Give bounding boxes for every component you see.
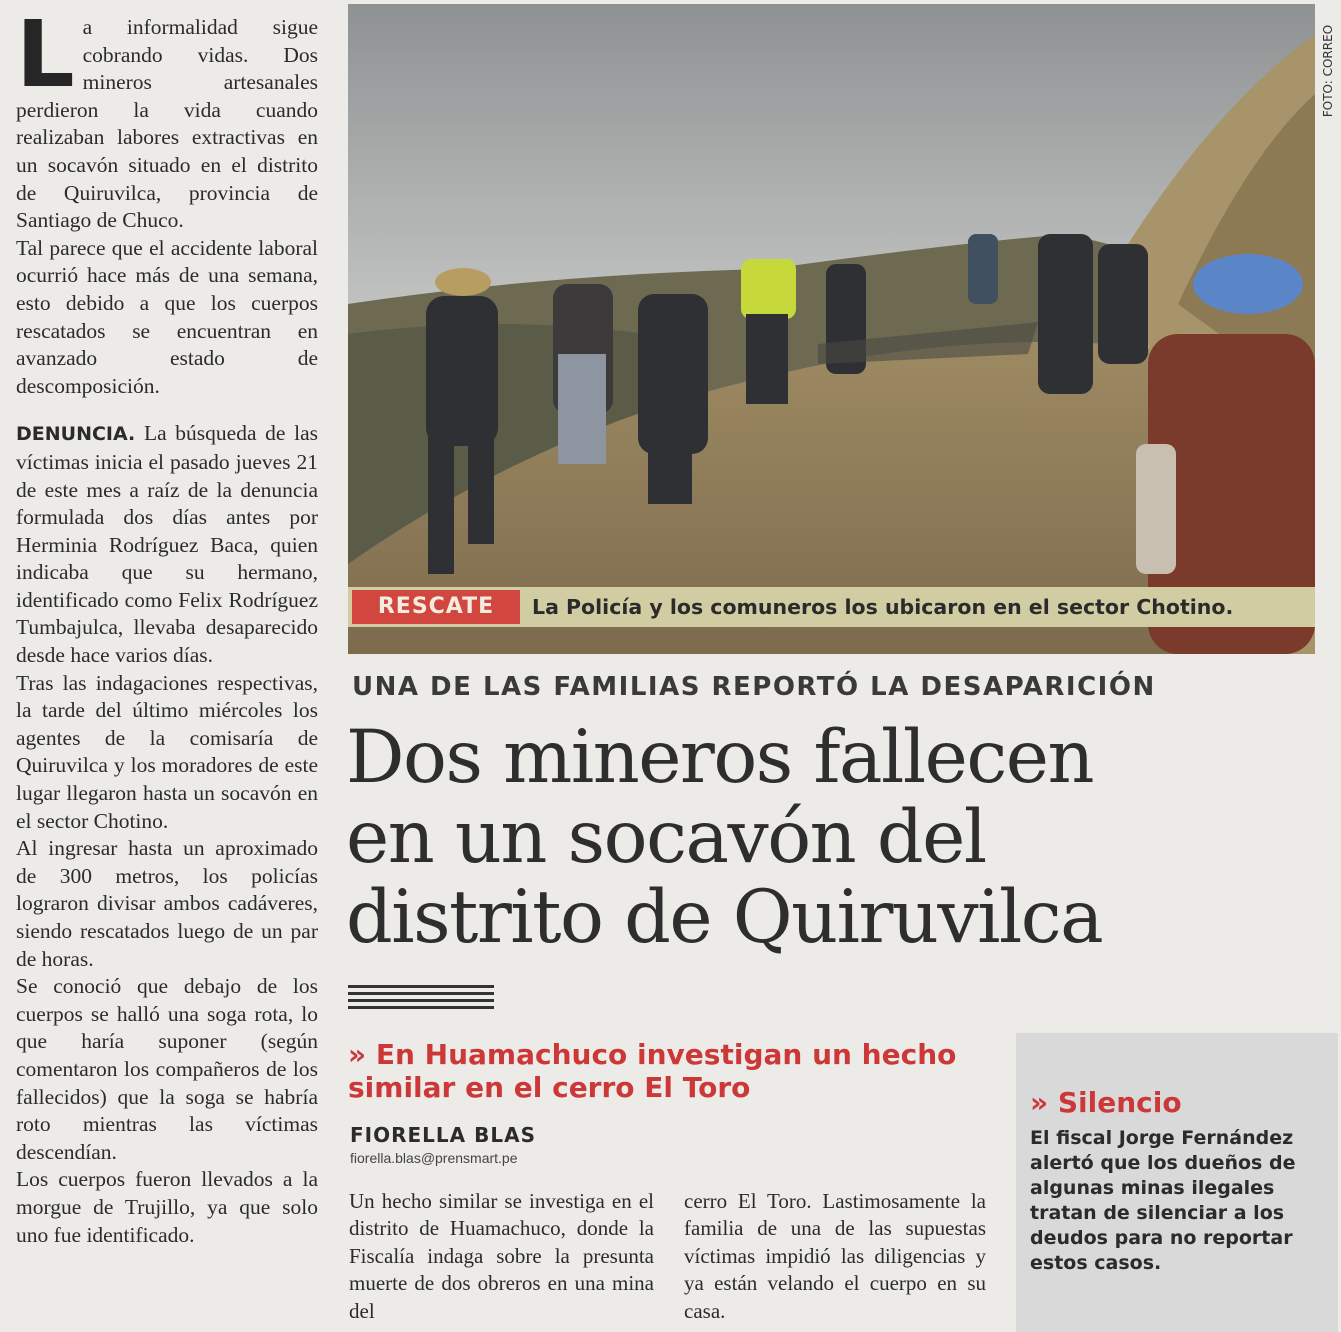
left-paragraph: a informalidad sigue cobrando vidas. Dos mineros artesanales perdieron la vida cuando realizaban labores extractivas en un socavón situado en el distrito de Quiruvilca, provincia de Santiago de Chuco. [16,15,318,233]
author-email: fiorella.blas@prensmart.pe [350,1150,518,1166]
news-photo [348,4,1315,654]
headline [346,715,1286,960]
denuncia-paragraph [16,420,318,669]
photo-credit-text: FOTO: CORREO [1321,24,1335,118]
body-column-2: Un hecho similar se investiga en el distrito de Huamachuco, donde la Fiscalía indaga sobre la presunta muerte de dos obreros en una mina del [349,1189,654,1323]
section-paragraph-text: La búsqueda de las víctimas inicia el pasado jueves 21 de este mes a raíz de la denuncia formulada dos días antes por Herminia Rodríguez Baca, quien indicaba que su hermano, identificado como Felix Rodríguez Tumbajulca, llevaba desaparecido desde hace varios días. [16,421,318,668]
author-name: FIORELLA BLAS [350,1123,536,1147]
left-paragraph: Tras las indagaciones respectivas, la tarde del último miércoles los agentes de la comisaría de Quiruvilca y los moradores de este lugar llegaron hasta un socavón en el sector Chotino. [16,670,318,833]
caption-text: La Policía y los comuneros los ubicaron en el sector Chotino. [532,595,1234,619]
left-paragraph: Los cuerpos fueron llevados a la morgue de Trujillo, ya que solo uno fue identificado. [16,1167,318,1247]
sidebar-title: » Silencio [1030,1086,1182,1119]
photo-credit [1318,14,1338,134]
sidebar-text: El fiscal Jorge Fernández alertó que los dueños de algunas minas ilegales tratan de silenciar a los deudos para no reportar estos casos. [1030,1127,1296,1274]
left-paragraph: Se conoció que debajo de los cuerpos se halló una soga rota, lo que haría suponer (según comentaron los compañeros de los fallecidos) que la soga se habría roto mientras las víctimas descendían. [16,974,318,1164]
subheadline: » En Huamachuco investigan un hecho similar en el cerro El Toro [348,1038,957,1104]
drop-cap: L [16,1,75,108]
left-article-column [16,1,318,1249]
decorative-rule [348,985,494,1015]
headline-line: distrito de Quiruvilca [346,875,1103,960]
headline-line: Dos mineros fallecen [346,715,1093,800]
caption-label: RESCATE [352,590,520,624]
section-lead: DENUNCIA. [16,423,136,446]
kicker: UNA DE LAS FAMILIAS REPORTÓ LA DESAPARICIÓN [352,672,1156,702]
left-paragraph: Al ingresar hasta un aproximado de 300 metros, los policías lograron divisar ambos cadáveres, siendo rescatados luego de un par de horas. [16,836,318,971]
left-paragraph: Tal parece que el accidente laboral ocurrió hace más de una semana, esto debido a que los cuerpos rescatados se encuentran en avanzado estado de descomposición. [16,235,318,398]
headline-line: en un socavón del [346,795,986,880]
body-column-3: cerro El Toro. Lastimosamente la familia de una de las supuestas víctimas impidió las diligencias y ya están velando el cuerpo en su casa. [684,1189,986,1323]
